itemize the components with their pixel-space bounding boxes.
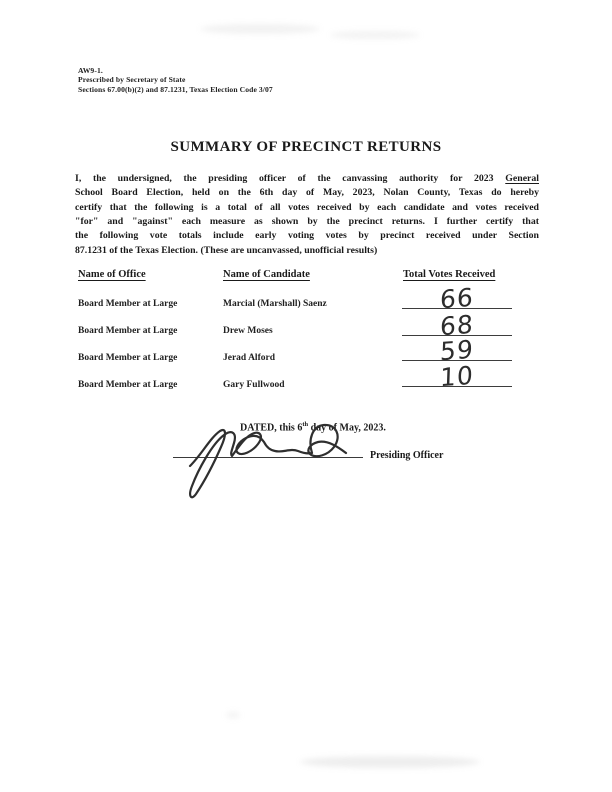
handwritten-votes: 66 bbox=[439, 282, 475, 315]
form-id-block bbox=[78, 66, 273, 94]
prescribed-by-line: Prescribed by Secretary of State bbox=[78, 75, 186, 85]
dated-prefix: DATED, this 6 bbox=[240, 422, 303, 434]
paragraph-line-4: "for" and "against" each measure as shown by the precinct returns. I further certify that bbox=[75, 216, 539, 228]
form-number: AW9-1. bbox=[78, 66, 103, 75]
votes-line bbox=[402, 280, 512, 315]
underlined-word: General bbox=[505, 173, 539, 184]
office-cell: Board Member at Large bbox=[78, 353, 178, 363]
presiding-officer-label: Presiding Officer bbox=[370, 450, 444, 461]
column-header-office: Name of Office bbox=[78, 269, 146, 280]
scan-smudge bbox=[330, 31, 420, 39]
paragraph-line-1 bbox=[75, 172, 539, 186]
office-cell: Board Member at Large bbox=[78, 299, 178, 309]
column-header-votes: Total Votes Received bbox=[403, 269, 496, 280]
paragraph-line-3: certify that the following is a total of all votes received by each candidate and votes received bbox=[75, 201, 539, 213]
votes-line bbox=[402, 358, 512, 393]
candidate-cell: Marcial (Marshall) Saenz bbox=[223, 299, 327, 309]
paragraph-line-5: the following vote totals include early voting votes by precinct received under Section bbox=[75, 230, 539, 242]
paragraph-line-6: 87.1231 of the Texas Election. (These are uncanvassed, unofficial results) bbox=[75, 244, 378, 256]
sections-line: Sections 67.00(b)(2) and 87.1231, Texas Election Code 3/07 bbox=[78, 84, 273, 94]
scan-smudge bbox=[226, 712, 240, 718]
handwritten-votes: 59 bbox=[439, 334, 475, 367]
handwritten-votes: 10 bbox=[439, 360, 475, 393]
handwritten-signature bbox=[180, 420, 370, 505]
column-header-candidate: Name of Candidate bbox=[223, 269, 310, 280]
page-title: SUMMARY OF PRECINCT RETURNS bbox=[170, 139, 442, 155]
candidate-cell: Jerad Alford bbox=[223, 353, 275, 363]
handwritten-votes: 68 bbox=[439, 309, 475, 342]
scan-smudge bbox=[300, 756, 480, 768]
scan-smudge bbox=[200, 24, 320, 34]
office-cell: Board Member at Large bbox=[78, 380, 178, 390]
certification-paragraph bbox=[75, 172, 539, 258]
votes-line bbox=[402, 332, 512, 367]
dated-suffix: day of May, 2023. bbox=[310, 422, 386, 434]
paragraph-line-1-text: I, the undersigned, the presiding officer of the canvassing authority for 2023 bbox=[75, 173, 494, 184]
paragraph-line-2: School Board Election, held on the 6th day of May, 2023, Nolan County, Texas do hereby bbox=[75, 187, 539, 199]
office-cell: Board Member at Large bbox=[78, 326, 178, 336]
dated-ordinal-suffix: th bbox=[302, 421, 309, 428]
candidate-cell: Drew Moses bbox=[223, 326, 273, 336]
candidate-cell: Gary Fullwood bbox=[223, 380, 285, 390]
